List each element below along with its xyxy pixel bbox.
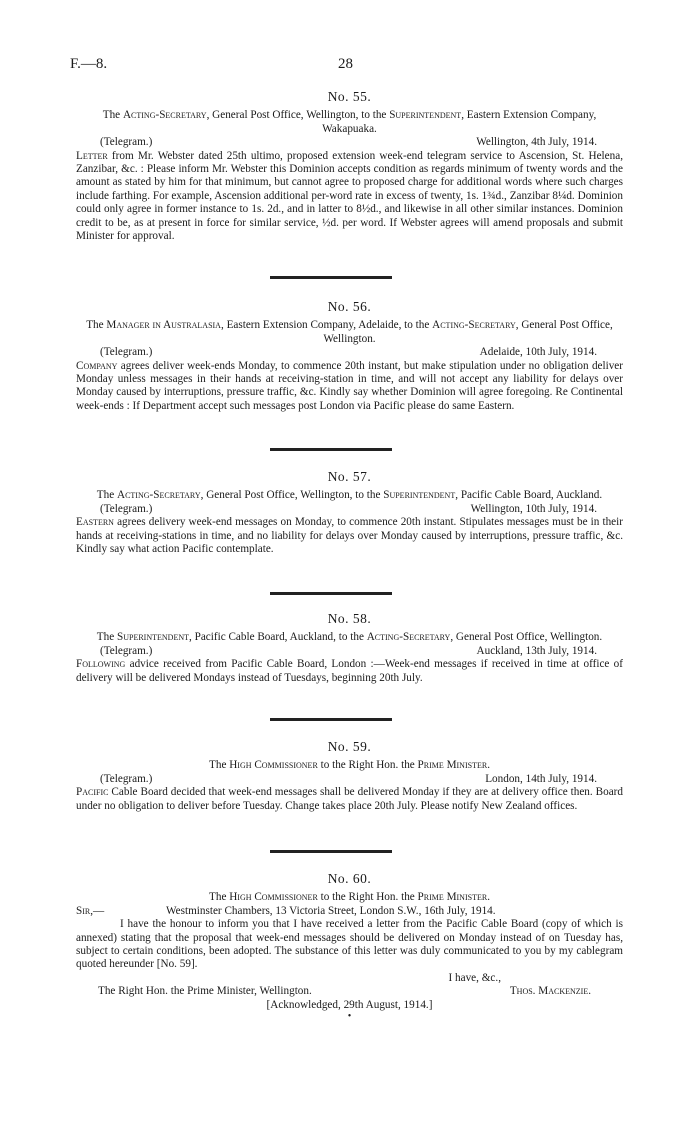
section-divider bbox=[270, 448, 392, 451]
place-date: Wellington, 10th July, 1914. bbox=[470, 502, 597, 515]
message-body: Eastern agrees delivery week-end messages on Monday, to commence 20th instant. Stipulates messages must be in their hands at receiving-stations in time, and no liability for delays over Monday caused by interruptions, pressure traffic, &c. Kindly say what action Pacific contemplate. bbox=[76, 516, 623, 556]
section-no-60 bbox=[76, 872, 623, 1022]
section-number: No. 59. bbox=[327, 739, 372, 754]
message-body: Following advice received from Pacific Cable Board, London :—Week-end messages if received in time at office of delivery will be delivered Mondays instead of Tuesdays, beginning 20th July. bbox=[76, 658, 623, 684]
telegram-line bbox=[76, 773, 623, 786]
place-date: London, 14th July, 1914. bbox=[485, 772, 597, 785]
section-divider bbox=[270, 850, 392, 853]
telegram-line bbox=[76, 645, 623, 658]
footer-mark: • bbox=[347, 1011, 352, 1023]
message-body: Company agrees deliver week-ends Monday, to commence 20th instant, but make stipulation under no obligation deliver Monday unless messages in their hands at receiving-station in time, and will not accept any liability for delays over Monday caused by interruptions, pressure traffic, &c. Kindly say whether Dominion will agree foregoing. Re Continental week-ends : If Department accept such messages post London via Pacific please do same Eastern. bbox=[76, 359, 623, 412]
address-line: The Acting-Secretary, General Post Office, Wellington, to the Superintendent, Eastern Extension Company, Wakapuaka. bbox=[102, 109, 597, 135]
acknowledgement: [Acknowledged, 29th August, 1914.] bbox=[266, 998, 433, 1011]
address-line: The High Commissioner to the Right Hon. the Prime Minister. bbox=[209, 759, 490, 772]
section-divider bbox=[270, 592, 392, 595]
telegram-label: (Telegram.) bbox=[100, 136, 153, 149]
section-no-55 bbox=[76, 90, 623, 243]
signature: Thos. Mackenzie. bbox=[509, 985, 591, 998]
section-divider bbox=[270, 276, 392, 279]
message-body: Letter from Mr. Webster dated 25th ultimo, proposed extension week-end telegram service to Ascension, St. Helena, Zanzibar, &c. : Please inform Mr. Webster this Dominion accepts condition as regards minimum of twenty words and the amount as stated by him for that minimum, but cannot agree to proposed charge for additional words where such charges include farthing. For example, Ascension additional per-word rate in excess of twenty, 1s. 1¾d., Zanzibar 8¼d. Dominion could only agree in former instance to 1s. 2d., and in latter to 8½d., and likewise in all other similar instances. Dominion credit to be, as at present in force for similar service, ½d. per word. If Webster agrees will amend proposals and submit Minister for approval. bbox=[76, 149, 623, 243]
telegram-label: (Telegram.) bbox=[100, 346, 153, 359]
telegram-label: (Telegram.) bbox=[100, 502, 153, 515]
page-number: 28 bbox=[338, 56, 353, 72]
section-no-59 bbox=[76, 740, 623, 813]
section-number: No. 55. bbox=[327, 89, 372, 104]
place-date: Wellington, 4th July, 1914. bbox=[476, 136, 597, 149]
section-no-57 bbox=[76, 470, 623, 556]
closing: I have, &c., bbox=[448, 971, 501, 984]
message-body: Pacific Cable Board decided that week-end messages shall be delivered Monday if they are at delivery office then. Board under no obligation to deliver before Tuesday. Change takes place 20th July. Please notify New Zealand offices. bbox=[76, 786, 623, 812]
paper-reference: F.—8. bbox=[70, 56, 108, 72]
place-date: Westminster Chambers, 13 Victoria Street, London S.W., 16th July, 1914. bbox=[166, 904, 496, 917]
address-line: The High Commissioner to the Right Hon. the Prime Minister. bbox=[209, 891, 490, 904]
section-no-58 bbox=[76, 612, 623, 685]
letter-body: I have the honour to inform you that I have received a letter from the Pacific Cable Board (copy of which is annexed) stating that the proposal that week-end messages should be delivered on Monday instead of on Tuesday has, subject to certain conditions, been adopted. The substance of this letter was duly communicated to you by my cablegram quoted hereunder [No. 59]. bbox=[76, 918, 623, 971]
address-line: The Superintendent, Pacific Cable Board, Auckland, to the Acting-Secretary, General Post Office, Wellington. bbox=[96, 631, 603, 644]
salutation: Sir,— bbox=[76, 904, 105, 917]
section-number: No. 57. bbox=[327, 469, 372, 484]
addressee-signature-line bbox=[76, 985, 623, 998]
place-date: Adelaide, 10th July, 1914. bbox=[479, 346, 597, 359]
section-no-56 bbox=[76, 300, 623, 413]
addressee: The Right Hon. the Prime Minister, Wellington. bbox=[98, 985, 312, 998]
place-date: Auckland, 13th July, 1914. bbox=[476, 644, 597, 657]
telegram-label: (Telegram.) bbox=[100, 644, 153, 657]
section-number: No. 58. bbox=[327, 611, 372, 626]
address-line: The Acting-Secretary, General Post Office, Wellington, to the Superintendent, Pacific Cable Board, Auckland. bbox=[96, 489, 603, 502]
salutation-line bbox=[76, 905, 623, 918]
section-number: No. 60. bbox=[327, 871, 372, 886]
telegram-line bbox=[76, 346, 623, 359]
page-header bbox=[70, 58, 630, 74]
section-divider bbox=[270, 718, 392, 721]
telegram-line bbox=[76, 136, 623, 149]
telegram-line bbox=[76, 503, 623, 516]
telegram-label: (Telegram.) bbox=[100, 772, 153, 785]
address-line: The Manager in Australasia, Eastern Extension Company, Adelaide, to the Acting-Secretary, General Post Office, Wellington. bbox=[86, 319, 613, 345]
section-number: No. 56. bbox=[327, 299, 372, 314]
